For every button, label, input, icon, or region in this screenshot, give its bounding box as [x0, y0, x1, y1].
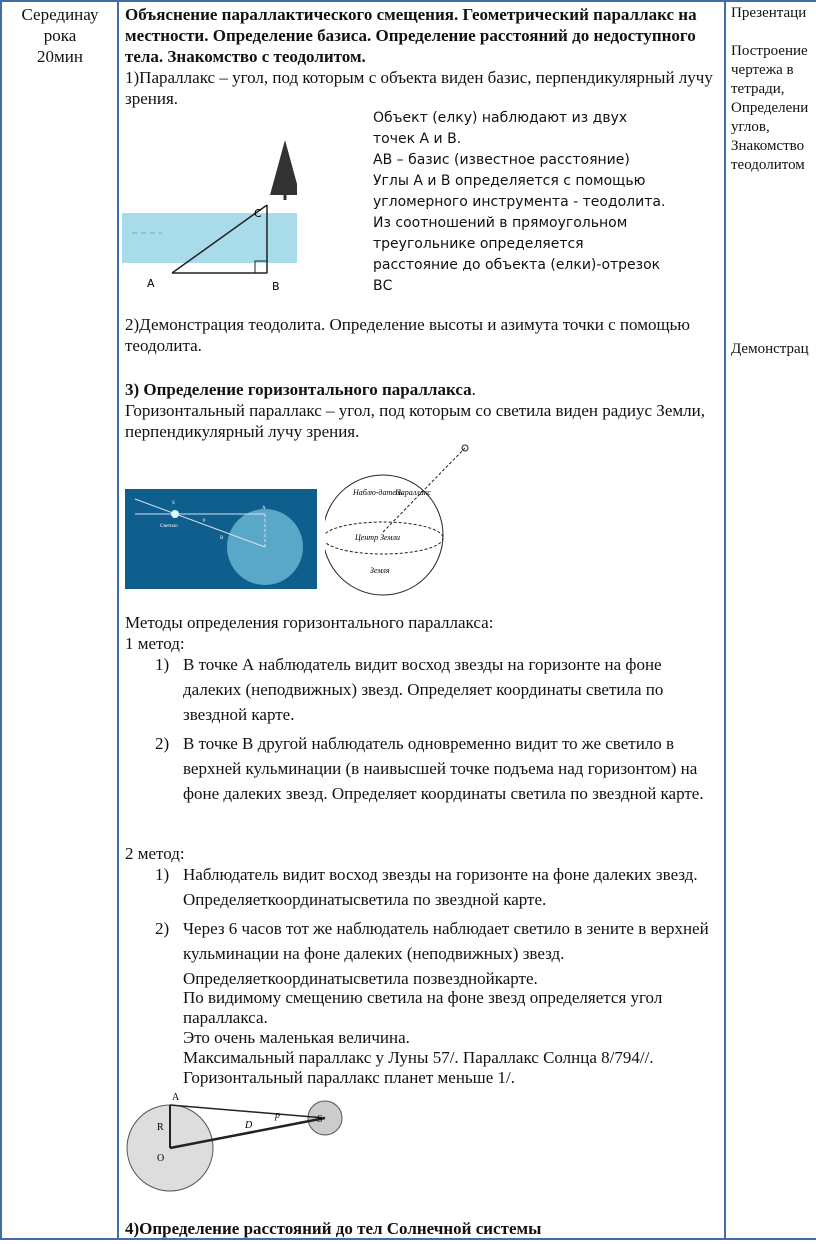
label: S: [317, 1114, 323, 1125]
caption-line: расстояние до объекта (елки)-отрезок: [373, 257, 661, 273]
caption-line: Углы А и В определяется с помощью: [373, 173, 646, 189]
list-item: 1) Наблюдатель видит восход звезды на горизонте на фоне далеких звезд. Определяеткоординатысветила по звездной карте.: [155, 865, 698, 909]
resource-text: теодолитом: [731, 157, 805, 173]
method2-list: [125, 862, 720, 991]
earth-sphere-figure: [325, 440, 475, 600]
resource-text: Построение: [731, 43, 808, 59]
tree-icon: [270, 140, 297, 195]
methods-title: Методы определения горизонтального параллакса:: [125, 613, 494, 632]
resource-text: Демонстрац: [731, 341, 809, 357]
earth-parallax-figure: [125, 489, 317, 589]
caption-line: треугольнике определяется: [373, 236, 584, 252]
caption-line: точек А и В.: [373, 131, 462, 147]
planet-parallax-figure: [125, 1088, 355, 1198]
label: O: [157, 1153, 165, 1164]
method1-title: 1 метод:: [125, 634, 185, 653]
label: Земля: [370, 566, 390, 575]
caption-line: Объект (елку) наблюдают из двух: [373, 110, 628, 126]
note-line: Горизонтальный параллакс планет меньше 1/.: [183, 1068, 516, 1087]
section-distances: 4)Определение расстояний до тел Солнечной системы: [125, 1219, 542, 1238]
note-line: По видимому смещению светила на фоне звезд определяется угол параллакса.: [183, 988, 663, 1027]
caption-line: угломерного инструмента - теодолита.: [373, 194, 666, 210]
label: Наблю-датель: [353, 488, 403, 497]
caption-line: ВС: [373, 278, 393, 294]
label: Светило: [160, 524, 178, 529]
paragraph-horizontal-parallax: Горизонтальный параллакс – угол, под которым со светила виден радиус Земли, перпендикулярный лучу зрения.: [125, 401, 705, 441]
column-divider: [724, 0, 726, 1240]
label: p: [203, 518, 206, 523]
label: R: [157, 1122, 164, 1133]
parallax-notes: [183, 988, 723, 1088]
section-horizontal-parallax: 3) Определение горизонтального параллакса.: [125, 380, 476, 399]
list-item: 2) В точке В другой наблюдатель одновременно видит то же светило в верхней кульминации (в наивысшей точке подъема над горизонтом) на фоне далеких звезд. Определяет координаты светила по звездной карте.: [155, 734, 704, 803]
river: [122, 213, 297, 263]
method1-list: [125, 652, 720, 806]
figure-caption: [373, 108, 703, 297]
resource-text: углов,: [731, 119, 770, 135]
time-text: 20мин: [37, 47, 83, 66]
point-c-label: C: [254, 207, 262, 220]
resource-text: чертежа в: [731, 62, 794, 78]
list-item: 2) Через 6 часов тот же наблюдатель наблюдает светило в зените в верхней кульминации на фоне далеких (неподвижных) звезд. Определяеткоординатысветила позвезднойкарте.: [155, 919, 709, 988]
point-a-label: A: [147, 277, 155, 290]
caption-line: АВ – базис (известное расстояние): [373, 152, 630, 168]
time-cell: [6, 4, 114, 67]
paragraph-theodolite: 2)Демонстрация теодолита. Определение высоты и азимута точки с помощью теодолита.: [125, 315, 691, 355]
list-item: 1) В точке А наблюдатель видит восход звезды на горизонте на фоне далеких (неподвижных) звезд. Определяет координаты светила по звездной карте.: [155, 655, 664, 724]
method2-title: 2 метод:: [125, 844, 185, 863]
time-text: Серединау: [21, 5, 99, 24]
table-border: [0, 0, 2, 1240]
label: B: [220, 536, 224, 541]
label: Центр Земли: [355, 533, 400, 542]
note-line: Это очень маленькая величина.: [183, 1028, 410, 1047]
note-line: Максимальный параллакс у Луны 57/. Параллакс Солнца 8/794//.: [183, 1048, 654, 1067]
star-icon: [171, 510, 179, 518]
label: A: [172, 1092, 180, 1103]
column-divider: [117, 0, 119, 1240]
tree-parallax-figure: [122, 135, 297, 295]
point-b-label: B: [272, 280, 280, 293]
label: Параллакс: [395, 488, 431, 497]
paragraph-parallax: 1)Параллакс – угол, под которым с объекта виден базис, перпендикулярный лучу зрения.: [125, 68, 713, 108]
time-text: рока: [43, 26, 77, 45]
label: D: [245, 1120, 253, 1131]
label: p: [275, 1110, 280, 1121]
resource-text: Знакомство: [731, 138, 805, 154]
resources-cell: [731, 4, 816, 404]
resource-text: Определени: [731, 100, 809, 116]
label: A: [262, 506, 266, 511]
lesson-heading: Объяснение параллактического смещения. Геометрический параллакс на местности. Определение базиса. Определение расстояний до недоступного тела. Знакомство с теодолитом.: [125, 5, 697, 66]
caption-line: Из соотношений в прямоугольном: [373, 215, 628, 231]
label: S: [172, 501, 175, 506]
resource-text: тетради,: [731, 81, 785, 97]
resource-text: Презентаци: [731, 5, 807, 21]
table-top-border: [0, 0, 816, 2]
